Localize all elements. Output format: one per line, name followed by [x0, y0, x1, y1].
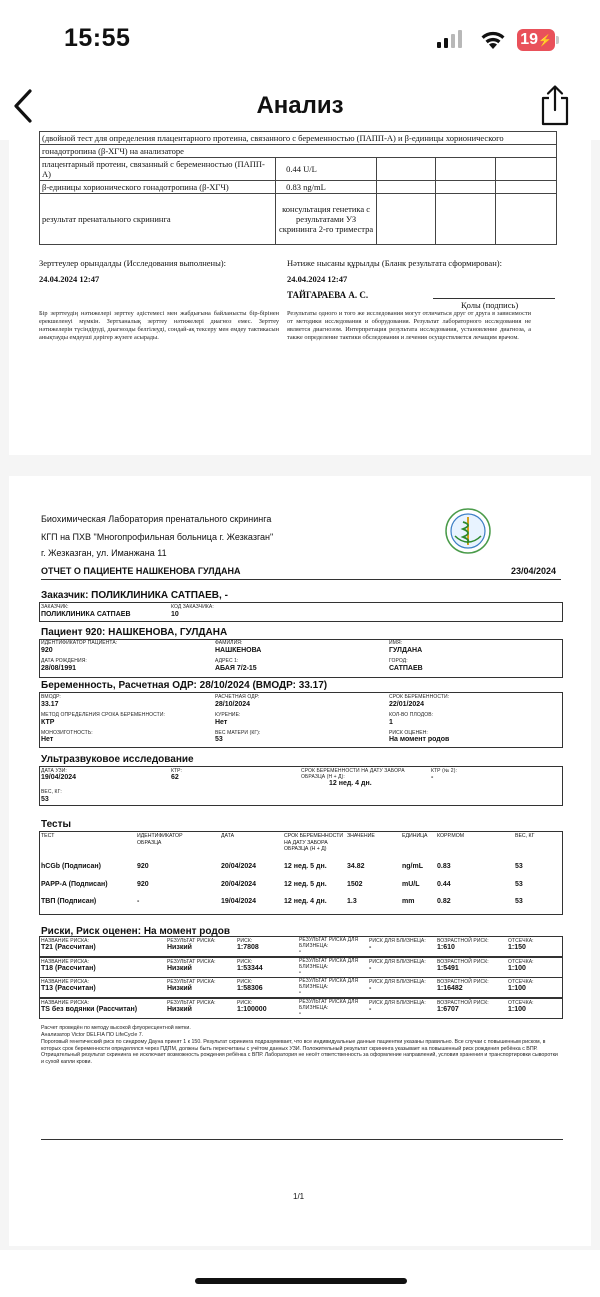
risk-col-label: НАЗВАНИЕ РИСКА:: [41, 1000, 90, 1006]
gest-age-label: СРОК БЕРЕМЕННОСТИ НА ДАТУ ЗАБОРА ОБРАЗЦА (Н + Д):: [301, 768, 405, 780]
risk-col-label: РИСК ДЛЯ БЛИЗНЕЦА:: [369, 979, 426, 985]
preg-field-label: РИСК ОЦЕНЕН:: [389, 730, 428, 736]
preg-field-label: МОНОЗИГОТНОСТЬ:: [41, 730, 93, 736]
preg-field-label: ВМОДР:: [41, 694, 61, 700]
col-header: ВЕС, КГ: [515, 833, 535, 839]
risk-col-label: РЕЗУЛЬТАТ РИСКА:: [167, 1000, 216, 1006]
signature-label: Қолы (подпись): [461, 300, 519, 310]
test-cell: 20/04/2024: [221, 881, 257, 888]
risk-value: 1:5491: [437, 965, 459, 972]
table-cell: β-единицы хорионического гонадотропина (β-ХГЧ): [40, 181, 276, 194]
preg-field-value: На момент родов: [389, 736, 450, 743]
risk-col-label: РИСК ДЛЯ БЛИЗНЕЦА:: [369, 938, 426, 944]
risk-col-label: НАЗВАНИЕ РИСКА:: [41, 979, 90, 985]
battery-level: 19: [520, 31, 539, 48]
test-cell: ng/mL: [402, 863, 423, 870]
note-ru: Результаты одного и того же исследования могут отличаться друг от друга в зависимости от методики исследования и оборудования. Результат лабораторного исследования не является диагнозом. Интерпретация результата исследования, установление диагноза, а также определение тактики обследования и лечения осуществляется лечащим врачом.: [287, 310, 531, 341]
risk-col-label: ОТСЕЧКА:: [508, 1000, 534, 1006]
risk-value: T21 (Рассчитан): [41, 944, 96, 951]
preg-field-label: КОЛ-ВО ПЛОДОВ:: [389, 712, 434, 718]
hospital-name: КГП на ПХВ "Многопрофильная больница г. Жезказган": [41, 532, 274, 542]
risk-col-label: РЕЗУЛЬТАТ РИСКА:: [167, 979, 216, 985]
footnote: Пороговый генетический риск по синдрому Дауна принят 1 к 150. Результат скрининга подразумевает, что все индивидуальные данные пациентки указаны правильно. Все случаи с повышенным риском, в которых срок беременности определялся через ПДПМ, должны быть пересчитаны с учётом данных УЗИ. Положительный результат скрининга указывает на повышенный риск рождения ребёнка с ВПР. Отрицательный результат скрининга не исключает возможность рождения ребёнка с ВПР. Лаборатория не несёт ответственность за оформление направлений, условия хранения и транспортировки сыворотки и сухой капли крови.: [41, 1039, 558, 1065]
risk-col-label: ВОЗРАСТНОЙ РИСК:: [437, 1000, 489, 1006]
risk-col-label: ВОЗРАСТНОЙ РИСК:: [437, 938, 489, 944]
risk-value: -: [369, 944, 372, 951]
pregnancy-box: [39, 692, 563, 748]
risk-col-label: РИСК:: [237, 938, 253, 944]
home-indicator[interactable]: [195, 1278, 407, 1284]
report-date: 23/04/2024: [511, 566, 557, 576]
risk-value: -: [299, 1011, 301, 1017]
test-cell: 12 нед. 4 дн.: [284, 898, 327, 905]
risk-value: TS без водянки (Рассчитан): [41, 1006, 138, 1013]
test-cell: 1.3: [347, 898, 357, 905]
risk-value: -: [299, 990, 301, 996]
page-title: Анализ: [256, 92, 344, 119]
test-cell: 53: [515, 881, 523, 888]
risk-col-label: РЕЗУЛЬТАТ РИСКА ДЛЯ БЛИЗНЕЦА:: [299, 937, 359, 949]
customer-code-label: КОД ЗАКАЗЧИКА:: [171, 604, 214, 610]
risk-value: -: [299, 949, 301, 955]
ctr2-label: КТР (№ 2):: [431, 768, 457, 774]
risk-value: 1:100000: [237, 1006, 267, 1013]
preg-field-value: 1: [389, 719, 393, 726]
birthdate-value: 28/08/1991: [41, 665, 77, 672]
risk-value: 1:100: [508, 1006, 526, 1013]
risk-value: -: [369, 985, 372, 992]
col-header: ЕДИНИЦА: [402, 833, 428, 839]
us-date-label: ДАТА УЗИ:: [41, 768, 67, 774]
preg-field-label: РАСЧЕТНАЯ ОДР:: [215, 694, 260, 700]
test-cell: PAPP-A (Подписан): [41, 881, 108, 888]
preg-field-value: 28/10/2024: [215, 701, 251, 708]
risk-col-label: ОТСЕЧКА:: [508, 959, 534, 965]
preg-field-value: 53: [215, 736, 223, 743]
col-header: ЗНАЧЕНИЕ: [347, 833, 375, 839]
done-date: 24.04.2024 12:47: [39, 274, 100, 284]
risk-value: Низкий: [167, 1006, 192, 1013]
col-header: КОРР.МОМ: [437, 833, 465, 839]
lab-address: г. Жезказган, ул. Иманжана 11: [41, 548, 167, 558]
test-cell: 20/04/2024: [221, 863, 257, 870]
risk-col-label: РЕЗУЛЬТАТ РИСКА ДЛЯ БЛИЗНЕЦА:: [299, 978, 359, 990]
table-cell: консультация генетика с результатами УЗ скрининга 2-го триместра: [276, 194, 377, 245]
surname-label: ФАМИЛИЯ:: [215, 640, 243, 646]
formed-label: Нәтиже нысаны құрылды (Бланк результата сформирован):: [287, 258, 502, 268]
customer-code-value: 10: [171, 611, 179, 618]
table-row: гонадотропина (β-ХГЧ) на анализаторе: [40, 145, 557, 158]
customer-label: ЗАКАЗЧИК:: [41, 604, 69, 610]
risk-col-label: РЕЗУЛЬТАТ РИСКА:: [167, 938, 216, 944]
done-label: Зерттеулер орындалды (Исследования выполнены):: [39, 258, 226, 268]
lab-name: Биохимическая Лаборатория пренатального скрининга: [41, 514, 272, 524]
preg-field-value: Нет: [41, 736, 54, 743]
birthdate-label: ДАТА РОЖДЕНИЯ:: [41, 658, 87, 664]
risk-col-label: РЕЗУЛЬТАТ РИСКА ДЛЯ БЛИЗНЕЦА:: [299, 958, 359, 970]
risk-col-label: РИСК ДЛЯ БЛИЗНЕЦА:: [369, 1000, 426, 1006]
medical-emblem-logo: [445, 508, 491, 554]
preg-field-label: МЕТОД ОПРЕДЕЛЕНИЯ СРОКА БЕРЕМЕННОСТИ:: [41, 712, 166, 718]
risk-col-label: РЕЗУЛЬТАТ РИСКА:: [167, 959, 216, 965]
battery-icon: 19 ⚡: [517, 29, 555, 51]
test-cell: mm: [402, 898, 415, 905]
surname-value: НАШКЕНОВА: [215, 647, 262, 654]
preg-field-label: СРОК БЕРЕМЕННОСТИ:: [389, 694, 450, 700]
ctr-label: КТР:: [171, 768, 182, 774]
risk-value: 1:100: [508, 985, 526, 992]
note-kz: Бір зерттеудің нәтижелері зерттеу әдістемесі мен жабдығына байланысты бір-бірінен ерекшеленуі мүмкін. Зертханалық зерттеу нәтижелері диагноз емес. Зерттеу нәтижелерін түсіндіруді, диагнозды белгілеуді, сондай-ақ тексеру мен емдеу тактикасын анықтауды емдеуші дәрігер жүзеге асырады.: [39, 310, 279, 341]
table-cell: 0.44 U/L: [276, 158, 377, 181]
table-cell: плацентарный протеин, связанный с беременностью (ПАПП-А): [40, 158, 276, 181]
risk-col-label: НАЗВАНИЕ РИСКА:: [41, 959, 90, 965]
test-cell: mU/L: [402, 881, 420, 888]
risk-value: T18 (Рассчитан): [41, 965, 96, 972]
doctor-name: ТАЙГАРАЕВА А. С.: [287, 290, 369, 300]
risk-value: 1:58306: [237, 985, 263, 992]
risk-col-label: ВОЗРАСТНОЙ РИСК:: [437, 959, 489, 965]
customer-title: Заказчик: ПОЛИКЛИНИКА САТПАЕВ, -: [41, 590, 228, 601]
patient-id-value: 920: [41, 647, 53, 654]
risk-value: -: [369, 965, 372, 972]
risk-value: 1:7808: [237, 944, 259, 951]
page-number: 1/1: [293, 1192, 305, 1201]
cellular-signal-icon: [437, 30, 462, 48]
us-date-value: 19/04/2024: [41, 774, 77, 781]
risk-value: -: [369, 1006, 372, 1013]
status-time: 15:55: [64, 24, 131, 52]
col-header: ДАТА: [221, 833, 235, 839]
customer-value: ПОЛИКЛИНИКА САТПАЕВ: [41, 611, 131, 618]
test-cell: 0.83: [437, 863, 451, 870]
risk-value: Низкий: [167, 965, 192, 972]
preg-field-value: КТР: [41, 719, 55, 726]
pregnancy-title: Беременность, Расчетная ОДР: 28/10/2024 (ВМОДР: 33.17): [41, 680, 328, 691]
risk-col-label: ОТСЕЧКА:: [508, 979, 534, 985]
test-cell: 12 нед. 5 дн.: [284, 881, 327, 888]
test-cell: 53: [515, 898, 523, 905]
risk-col-label: РИСК ДЛЯ БЛИЗНЕЦА:: [369, 959, 426, 965]
ultrasound-title: Ультразвуковое исследование: [41, 754, 194, 765]
footnote: Расчет проведён по методу высокой флуоресцентной метки.: [41, 1025, 191, 1031]
risk-value: 1:53344: [237, 965, 263, 972]
firstname-value: ГУЛДАНА: [389, 647, 423, 654]
table-cut-row: (двойной тест для определения плацентарного протеина, связанного с беременностью (ПАПП-А) и β-единицы хорионического: [40, 132, 557, 145]
patient-title: Пациент 920: НАШКЕНОВА, ГУЛДАНА: [41, 627, 228, 638]
risk-value: 1:150: [508, 944, 526, 951]
divider: [41, 579, 561, 580]
test-cell: 53: [515, 863, 523, 870]
risk-col-label: ОТСЕЧКА:: [508, 938, 534, 944]
preg-field-label: ВЕС МАТЕРИ (КГ):: [215, 730, 261, 736]
risk-value: 1:100: [508, 965, 526, 972]
col-header: ТЕСТ: [41, 833, 55, 839]
test-cell: -: [137, 898, 140, 905]
test-cell: 1502: [347, 881, 363, 888]
risk-col-label: РИСК:: [237, 959, 253, 965]
test-cell: 12 нед. 5 дн.: [284, 863, 327, 870]
report-title: ОТЧЕТ О ПАЦИЕНТЕ НАШКЕНОВА ГУЛДАНА: [41, 566, 241, 576]
ctr-value: 62: [171, 774, 179, 781]
risks-title: Риски, Риск оценен: На момент родов: [41, 926, 230, 937]
col-header: СРОК БЕРЕМЕННОСТИ НА ДАТУ ЗАБОРА ОБРАЗЦА (Н + Д): [284, 833, 344, 852]
risk-col-label: ВОЗРАСТНОЙ РИСК:: [437, 979, 489, 985]
test-cell: 920: [137, 881, 149, 888]
document-page-2: [9, 476, 591, 1246]
preg-field-value: Нет: [215, 719, 228, 726]
firstname-label: ИМЯ:: [389, 640, 403, 646]
test-cell: hCGb (Подписан): [41, 863, 101, 870]
risk-col-label: РИСК:: [237, 979, 253, 985]
share-icon[interactable]: [538, 84, 572, 126]
weight-value: 53: [41, 796, 49, 803]
patient-id-label: ИДЕНТИФИКАТОР ПАЦИЕНТА:: [41, 640, 118, 646]
risk-col-label: РЕЗУЛЬТАТ РИСКА ДЛЯ БЛИЗНЕЦА:: [299, 999, 359, 1011]
table-cell: 0.83 ng/mL: [276, 181, 377, 194]
wifi-icon: [480, 28, 506, 50]
table-cell: результат пренатального скрининга: [40, 194, 276, 245]
col-header: ИДЕНТИФИКАТОР ОБРАЗЦА: [137, 833, 183, 846]
preg-field-value: 22/01/2024: [389, 701, 425, 708]
divider: [41, 1139, 563, 1140]
test-cell: 0.44: [437, 881, 451, 888]
patient-box: [39, 639, 563, 678]
tests-title: Тесты: [41, 819, 72, 830]
address-value: АБАЯ 7/2-15: [215, 665, 257, 672]
risk-value: 1:16482: [437, 985, 463, 992]
test-cell: ТВП (Подписан): [41, 898, 97, 905]
test-cell: 34.82: [347, 863, 365, 870]
document-page-1: [9, 133, 591, 455]
risk-col-label: НАЗВАНИЕ РИСКА:: [41, 938, 90, 944]
preg-field-value: 33.17: [41, 701, 59, 708]
address-label: АДРЕС 1:: [215, 658, 239, 664]
preg-field-label: КУРЕНИЕ:: [215, 712, 241, 718]
weight-label: ВЕС, КГ:: [41, 789, 62, 795]
ctr2-value: -: [431, 774, 434, 781]
signature-line: [433, 298, 555, 299]
city-label: ГОРОД:: [389, 658, 408, 664]
risk-value: T13 (Рассчитан): [41, 985, 96, 992]
risk-value: 1:6707: [437, 1006, 459, 1013]
risk-value: 1:610: [437, 944, 455, 951]
test-cell: 920: [137, 863, 149, 870]
risk-value: Низкий: [167, 985, 192, 992]
city-value: САТПАЕВ: [389, 665, 423, 672]
battery-cap: [556, 36, 559, 44]
footnote: Анализатор Victor DELFIA ПО LifeCycle 7.: [41, 1032, 144, 1038]
gest-age-value: 12 нед. 4 дн.: [329, 780, 372, 787]
test-cell: 0.82: [437, 898, 451, 905]
results-table: [39, 131, 557, 245]
formed-date: 24.04.2024 12:47: [287, 274, 348, 284]
risk-value: -: [299, 970, 301, 976]
risk-col-label: РИСК:: [237, 1000, 253, 1006]
risk-value: Низкий: [167, 944, 192, 951]
test-cell: 19/04/2024: [221, 898, 257, 905]
